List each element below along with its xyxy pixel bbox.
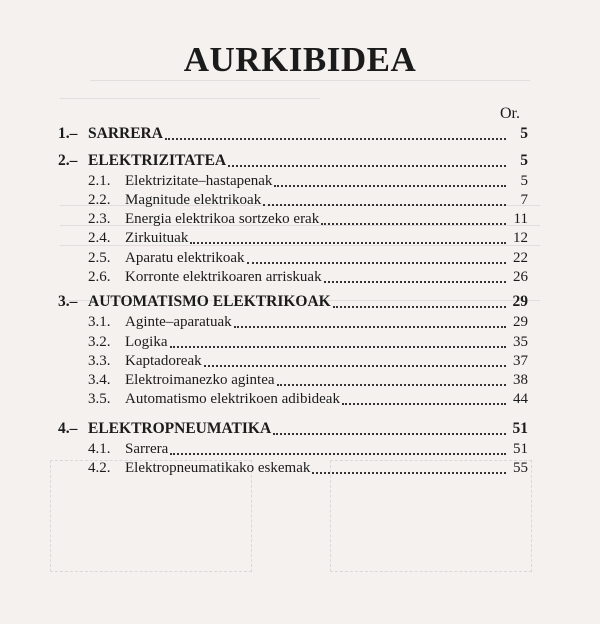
- toc-leader-dots: [204, 364, 506, 367]
- toc-section-row: [58, 125, 528, 143]
- toc-leader-dots: [312, 471, 506, 474]
- toc-item-label: Energia elektrikoa sortzeko erak: [125, 211, 320, 227]
- toc-item-row: [88, 211, 528, 228]
- toc-item-number: 2.6.: [88, 269, 111, 285]
- toc-item-page: 12: [513, 230, 528, 246]
- toc-item-number: 3.3.: [88, 353, 111, 369]
- toc-section-page: 29: [512, 293, 528, 310]
- toc-item-number: 2.2.: [88, 192, 111, 208]
- toc-item-label: Aparatu elektrikoak: [125, 250, 245, 266]
- toc-item-row: [88, 250, 528, 267]
- toc-item-label: Elektrizitate–hastapenak: [125, 173, 273, 189]
- toc-item-number: 2.4.: [88, 230, 111, 246]
- toc-item-label: Elektropneumatikako eskemak: [125, 460, 311, 476]
- toc-item-row: [88, 391, 528, 408]
- toc-section-number: 4.–: [58, 420, 78, 437]
- toc-item-page: 44: [513, 391, 528, 407]
- toc-item-label: Automatismo elektrikoen adibideak: [125, 391, 340, 407]
- page-column-label: Or.: [500, 105, 520, 122]
- toc-section-row: [58, 152, 528, 170]
- toc-item-row: [88, 353, 528, 370]
- toc-leader-dots: [170, 452, 506, 455]
- toc-section-row: [58, 420, 528, 438]
- toc-section-number: 1.–: [58, 125, 78, 142]
- toc-item-page: 22: [513, 250, 528, 266]
- toc-section-page: 5: [520, 152, 528, 169]
- toc-item-label: Logika: [125, 334, 168, 350]
- toc-item-number: 3.2.: [88, 334, 111, 350]
- toc-item-page: 5: [520, 173, 528, 189]
- toc-item-label: Kaptadoreak: [125, 353, 202, 369]
- toc-item-label: Magnitude elektrikoak: [125, 192, 262, 208]
- toc-item-row: [88, 460, 528, 477]
- toc-leader-dots: [333, 305, 506, 308]
- toc-section-label: AUTOMATISMO ELEKTRIKOAK: [88, 293, 331, 310]
- toc-item-number: 2.5.: [88, 250, 111, 266]
- toc-item-row: [88, 441, 528, 458]
- toc-item-label: Elektroimanezko agintea: [125, 372, 275, 388]
- toc-item-label: Korronte elektrikoaren arriskuak: [125, 269, 322, 285]
- toc-item-number: 3.1.: [88, 314, 111, 330]
- toc-item-page: 55: [513, 460, 528, 476]
- toc-item-row: [88, 173, 528, 190]
- toc-leader-dots: [228, 164, 506, 167]
- toc-item-page: 26: [513, 269, 528, 285]
- toc-item-row: [88, 269, 528, 286]
- toc-item-row: [88, 192, 528, 209]
- toc-item-number: 4.2.: [88, 460, 111, 476]
- toc-item-label: Aginte–aparatuak: [125, 314, 232, 330]
- toc-item-number: 4.1.: [88, 441, 111, 457]
- toc-leader-dots: [165, 137, 506, 140]
- toc-section-number: 3.–: [58, 293, 78, 310]
- toc-item-page: 11: [513, 211, 528, 227]
- toc-section-label: ELEKTROPNEUMATIKA: [88, 420, 272, 437]
- toc-item-page: 29: [513, 314, 528, 330]
- toc-item-number: 3.4.: [88, 372, 111, 388]
- toc-item-page: 37: [513, 353, 528, 369]
- toc-item-page: 38: [513, 372, 528, 388]
- toc-leader-dots: [170, 345, 507, 348]
- toc-item-label: Zirkuituak: [125, 230, 189, 246]
- toc-leader-dots: [321, 222, 506, 225]
- toc-item-label: Sarrera: [125, 441, 169, 457]
- toc-item-number: 2.1.: [88, 173, 111, 189]
- toc-leader-dots: [324, 280, 506, 283]
- toc-item-page: 35: [513, 334, 528, 350]
- toc-leader-dots: [277, 383, 506, 386]
- toc-item-number: 3.5.: [88, 391, 111, 407]
- toc-leader-dots: [273, 432, 506, 435]
- toc-item-number: 2.3.: [88, 211, 111, 227]
- toc-leader-dots: [342, 402, 506, 405]
- toc-item-row: [88, 230, 528, 247]
- toc-section-page: 51: [512, 420, 528, 437]
- toc-section-label: ELEKTRIZITATEA: [88, 152, 227, 169]
- toc-leader-dots: [234, 325, 506, 328]
- toc-item-page: 7: [520, 192, 528, 208]
- toc-item-row: [88, 314, 528, 331]
- toc-item-row: [88, 372, 528, 389]
- toc-section-row: [58, 293, 528, 311]
- toc-leader-dots: [190, 241, 506, 244]
- toc-leader-dots: [274, 184, 506, 187]
- toc-item-page: 51: [513, 441, 528, 457]
- toc-section-number: 2.–: [58, 152, 78, 169]
- toc-item-row: [88, 334, 528, 351]
- page-title: AURKIBIDEA: [183, 40, 417, 79]
- toc-section-label: SARRERA: [88, 125, 163, 142]
- toc-section-page: 5: [520, 125, 528, 142]
- toc-leader-dots: [263, 203, 506, 206]
- toc-leader-dots: [247, 261, 506, 264]
